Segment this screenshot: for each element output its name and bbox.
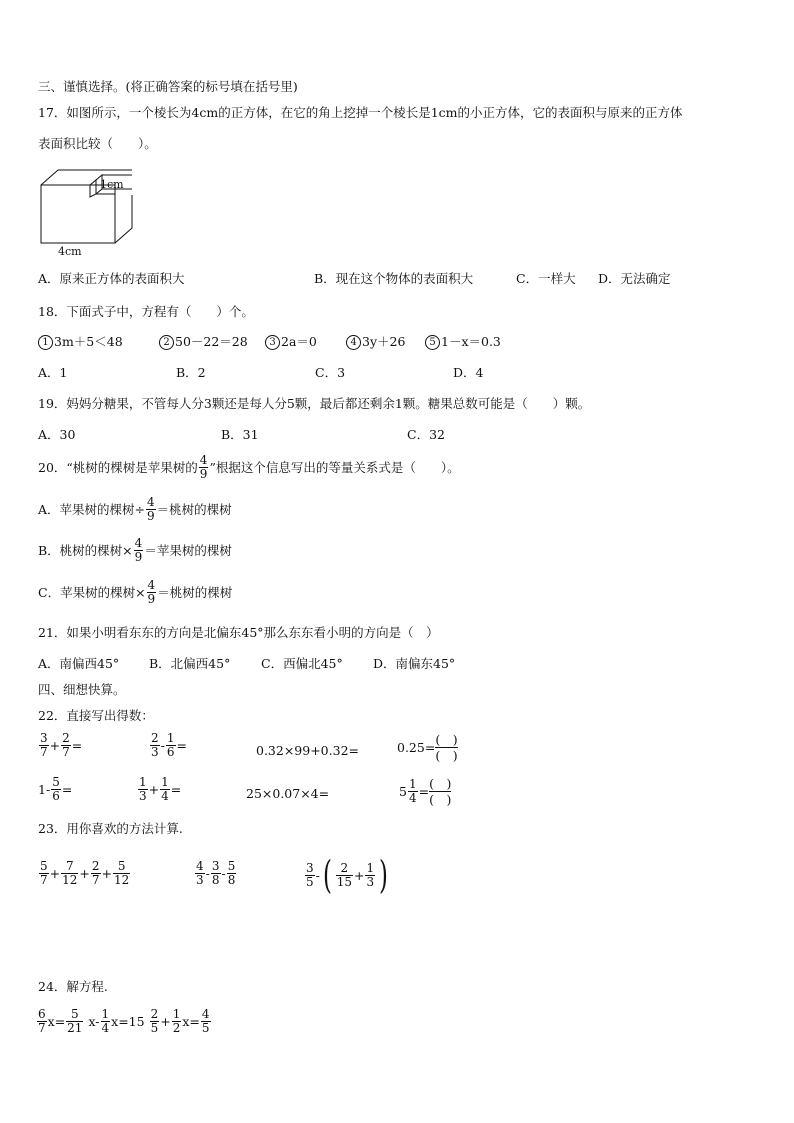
q18-item-3: 3 2a＝0 [265,333,317,351]
q17-option-c: C．一样大 [516,271,576,286]
q24-eq-2: x- $\frac{1}{4}$ x=15 [88,1007,145,1035]
q22-expr-5: 1- $\frac{5}{6}$ = [38,775,73,803]
q20-option-c: C．苹果树的棵树× $\frac{4}{9}$ ＝桃树的棵树 [38,578,233,606]
q18-option-b: B．2 [176,365,206,380]
q20-stem: 20．“桃树的棵树是苹果树的 $\frac{4}{9}$ ”根据这个信息写出的等量关系式是（ ）。 [38,453,460,481]
cube-big-edge-label: 4cm [58,245,82,258]
q21-option-d: D．南偏东45° [373,656,456,671]
q18-option-d: D．4 [453,365,484,380]
q21-option-c: C．西偏北45° [261,656,343,671]
q19-option-c: C．32 [407,427,445,442]
q21-stem: 21．如果小明看东东的方向是北偏东45°那么东东看小明的方向是（ ） [38,625,439,640]
q17-option-a: A．原来正方体的表面积大 [38,271,185,286]
cube-small-edge-label: 1cm [100,178,124,191]
q17-stem-line2: 表面积比较（ ）。 [38,136,157,151]
q17-option-d: D．无法确定 [598,271,671,286]
q23-stem: 23．用你喜欢的方法计算. [38,821,183,836]
section-title-choice: 三、谨慎选择。(将正确答案的标号填在括号里) [38,79,298,94]
q17-stem-line1: 17．如图所示，一个棱长为4cm的正方体，在它的角上挖掉一个棱长是1cm的小正方体，它的表面积与原来的正方体 [38,105,683,120]
q22-expr-2: $\frac{2}{3}$ - $\frac{1}{6}$ = [151,731,187,759]
q18-item-2: 2 50－22＝28 [159,333,248,351]
q18-option-a: A．1 [38,365,68,380]
q18-item-4: 4 3y＋26 [346,333,405,351]
q23-expr-1: $\frac{5}{7}$ + $\frac{7}{12}$ + $\frac{2}{7}$ + $\frac{5}{12}$ [40,859,130,887]
q19-stem: 19．妈妈分糖果，不管每人分3颗还是每人分5颗，最后都还剩余1颗。糖果总数可能是（ ）颗。 [38,396,591,411]
q18-item-1: 1 3m＋5＜48 [38,333,123,351]
q22-expr-4: 0.25= $\frac{( )}{( )}$ [397,732,458,763]
q18-item-5: 5 1－x＝0.3 [425,333,501,351]
q24-equations [36,1008,212,1035]
q22-expr-6: $\frac{1}{3}$ + $\frac{1}{4}$ = [139,775,182,803]
q20-option-a: A．苹果树的棵树÷ $\frac{4}{9}$ ＝桃树的棵树 [38,495,232,523]
q21-option-b: B．北偏西45° [149,656,231,671]
q24-eq-1: $\frac{6}{7}$ x= $\frac{5}{21}$ [38,1007,83,1035]
q22-stem: 22．直接写出得数： [38,708,154,723]
q19-option-b: B．31 [221,427,259,442]
section-title-calc: 四、细想快算。 [38,682,126,697]
q22-expr-3: 0.32×99+0.32= [256,743,359,758]
q17-option-b: B．现在这个物体的表面积大 [314,271,474,286]
q24-eq-3: $\frac{2}{5}$ + $\frac{1}{2}$ x= $\frac{4}{5}$ [150,1007,210,1035]
q18-option-c: C．3 [315,365,346,380]
q17-cube-figure [38,165,138,261]
q24-stem: 24．解方程. [38,979,108,994]
q22-expr-7: 25×0.07×4= [246,786,330,801]
q19-option-a: A．30 [38,427,76,442]
q20-option-b: B．桃树的棵树× $\frac{4}{9}$ ＝苹果树的棵树 [38,536,232,564]
q18-stem: 18．下面式子中，方程有（ ）个。 [38,304,254,319]
q23-expr-2: $\frac{4}{3}$ - $\frac{3}{8}$ - $\frac{5}{8}$ [196,859,236,887]
q21-option-a: A．南偏西45° [38,656,120,671]
q22-expr-8: 5 $\frac{1}{4}$ = $\frac{( )}{( )}$ [399,776,452,807]
q23-expr-3: $\frac{3}{5}$ - ( $\frac{2}{15}$ + $\frac{1}{3}$ ) [306,853,388,897]
q22-expr-1: $\frac{3}{7}$ + $\frac{2}{7}$ = [40,731,83,759]
